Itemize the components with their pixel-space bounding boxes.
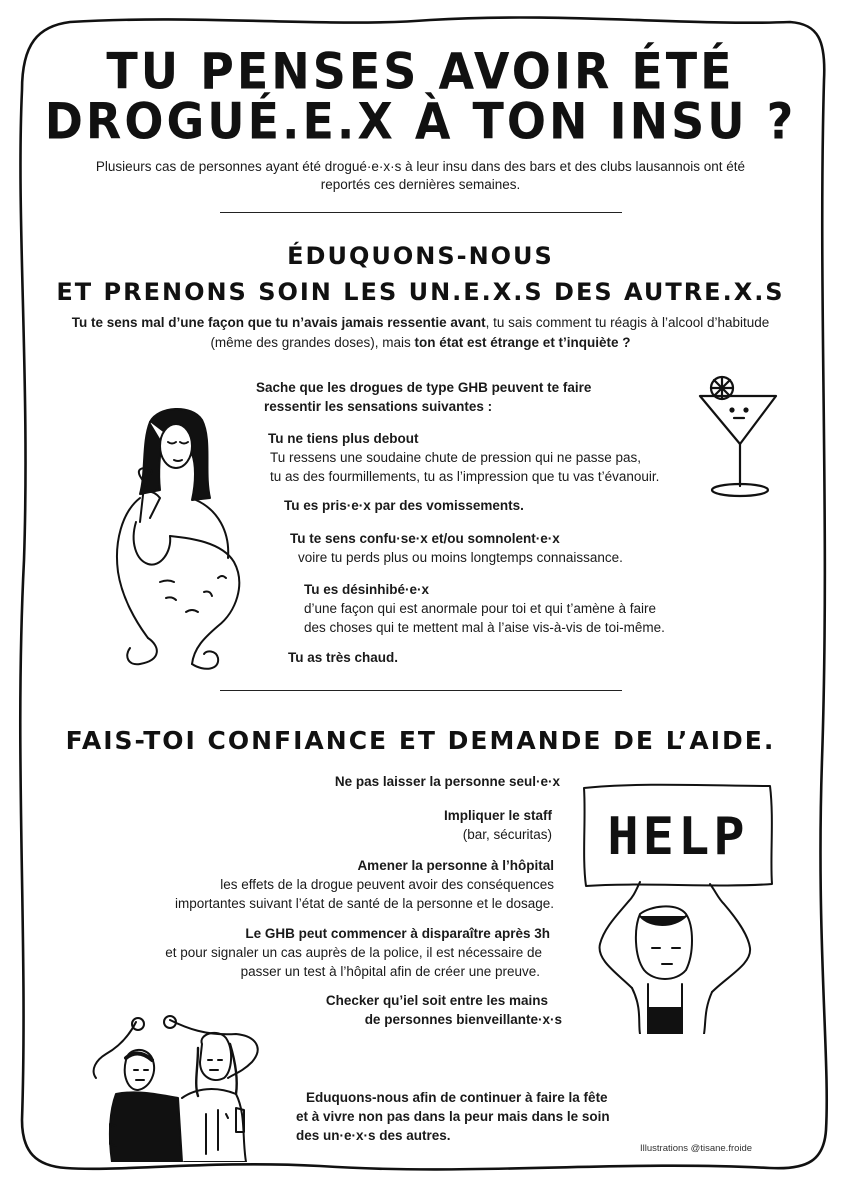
symptom-item	[268, 429, 659, 486]
crouching-person-illustration	[100, 402, 260, 674]
advice-title: Checker qu’iel soit entre les mains	[325, 993, 548, 1008]
symptom-text: voire tu perds plus ou moins longtemps connaissance.	[298, 550, 623, 565]
help-sign-illustration	[578, 778, 778, 1034]
divider-middle	[220, 690, 622, 691]
advice-title: Amener la personne à l’hôpital	[357, 858, 554, 873]
title-line-2: DROGUÉ.E.X À TON INSU ?	[44, 91, 797, 151]
symptoms-intro-line-1: Sache que les drogues de type GHB peuvent te faire	[256, 380, 592, 395]
cocktail-glass-illustration	[696, 374, 780, 500]
symptom-text: Tu ressens une soudaine chute de pression qui ne passe pas,	[270, 450, 641, 465]
closing-line-2: et à vivre non pas dans la peur mais dans le soin	[296, 1109, 610, 1124]
section1-heading-line-2: ET PRENONS SOIN LES UN.E.X.S DES AUTRE.X.S	[56, 278, 785, 306]
section2-heading: FAIS-TOI CONFIANCE ET DEMANDE DE L’AIDE.	[65, 726, 776, 755]
lead-bold-2: ton état est étrange et t’inquiète ?	[414, 335, 631, 350]
closing-line-1: Eduquons-nous afin de continuer à faire la fête	[306, 1090, 608, 1105]
symptom-title: Tu es désinhibé·e·x	[304, 582, 430, 597]
closing-line-3: des un·e·x·s des autres.	[296, 1128, 451, 1143]
advice-text: passer un test à l’hôpital afin de créer une preuve.	[240, 964, 540, 979]
advice-title: Impliquer le staff	[443, 808, 552, 823]
symptom-item	[304, 580, 665, 637]
symptoms-intro	[256, 378, 591, 416]
lead-bold-1: Tu te sens mal d’une façon que tu n’avais jamais ressentie avant	[71, 315, 486, 330]
symptom-text: des choses qui te mettent mal à l’aise vis-à-vis de toi-même.	[304, 620, 665, 635]
symptom-text: d’une façon qui est anormale pour toi et qui t’amène à faire	[304, 601, 656, 616]
symptom-text: tu as des fourmillements, tu as l’impression que tu vas t’évanouir.	[270, 469, 660, 484]
illustrations-credit: Illustrations @tisane.froide	[640, 1143, 753, 1154]
advice-text: et pour signaler un cas auprès de la police, il est nécessaire de	[165, 945, 542, 960]
advice-item	[120, 856, 554, 913]
advice-title: Le GHB peut commencer à disparaître après 3h	[245, 926, 550, 941]
symptom-title: Tu ne tiens plus debout	[268, 431, 419, 446]
advice-item	[120, 924, 550, 981]
advice-text: importantes suivant l’état de santé de la personne et le dosage.	[175, 896, 554, 911]
advice-item	[200, 806, 552, 844]
symptom-item	[284, 496, 524, 515]
advice-title: de personnes bienveillante·x·s	[364, 1012, 562, 1027]
symptom-title: Tu as très chaud.	[288, 650, 399, 665]
symptom-title: Tu te sens confu·se·x et/ou somnolent·e·x	[290, 531, 560, 546]
dancing-friends-illustration	[86, 1014, 276, 1162]
divider-top	[220, 212, 622, 213]
closing-text	[296, 1088, 610, 1145]
section1-heading-line-1: ÉDUQUONS-NOUS	[287, 242, 554, 270]
intro-text: Plusieurs cas de personnes ayant été drogué·e·x·s à leur insu dans des bars et des clubs lausannois ont été reportés ces dernières semaines.	[95, 159, 746, 192]
symptom-item	[288, 648, 398, 667]
symptoms-intro-line-2: ressentir les sensations suivantes :	[264, 399, 493, 414]
advice-text: les effets de la drogue peuvent avoir des conséquences	[220, 877, 554, 892]
help-sign-text: HELP	[607, 807, 749, 867]
title-line-1: TU PENSES AVOIR ÉTÉ	[106, 41, 735, 101]
advice-text: (bar, sécuritas)	[462, 827, 552, 842]
lead-normal: , tu sais comment tu réagis à l’alcool d’habitude (même des grandes doses), mais	[210, 315, 770, 350]
symptom-item	[290, 529, 623, 567]
section1-lead	[70, 313, 771, 353]
symptom-title: Tu es pris·e·x par des vomissements.	[284, 498, 524, 513]
advice-title: Ne pas laisser la personne seul·e·x	[334, 774, 560, 789]
advice-item	[200, 772, 560, 791]
